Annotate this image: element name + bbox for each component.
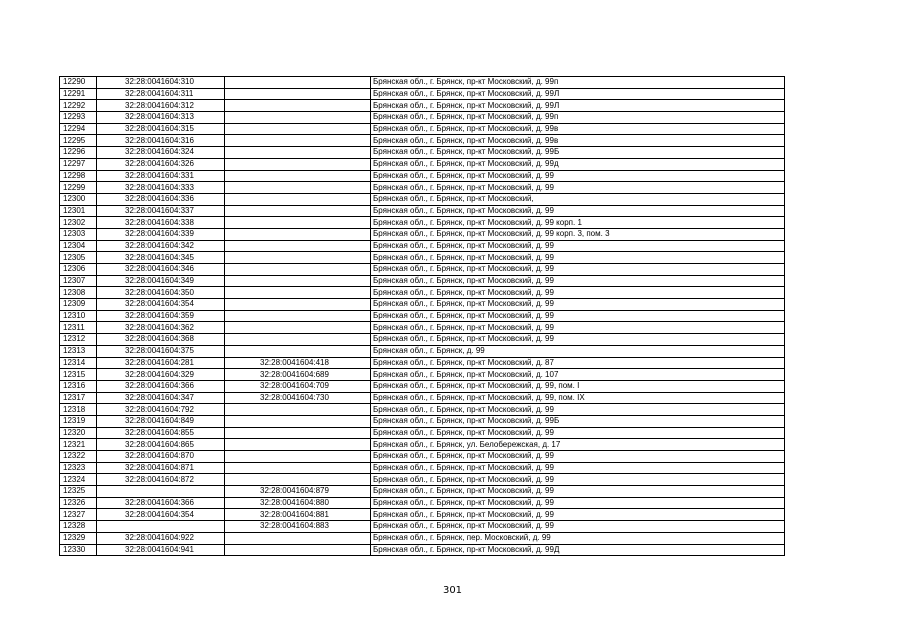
row-number-cell: 12328 <box>60 521 97 533</box>
row-number-cell: 12301 <box>60 205 97 217</box>
related-cadastral-number-cell <box>225 88 371 100</box>
cadastral-number-cell: 32:28:0041604:849 <box>97 415 225 427</box>
address-cell: Брянская обл., г. Брянск, пр-кт Московский, д. 99Л <box>371 88 785 100</box>
table-row <box>60 451 785 463</box>
related-cadastral-number-cell: 32:28:0041604:879 <box>225 486 371 498</box>
address-cell: Брянская обл., г. Брянск, пр-кт Московский, д. 99Б <box>371 147 785 159</box>
row-number-cell: 12304 <box>60 240 97 252</box>
table-row <box>60 299 785 311</box>
table-row <box>60 135 785 147</box>
related-cadastral-number-cell <box>225 544 371 556</box>
table-row <box>60 182 785 194</box>
cadastral-number-cell <box>97 486 225 498</box>
table-row <box>60 439 785 451</box>
row-number-cell: 12312 <box>60 334 97 346</box>
address-cell: Брянская обл., г. Брянск, пр-кт Московский, д. 99 <box>371 462 785 474</box>
table-row <box>60 322 785 334</box>
address-cell: Брянская обл., г. Брянск, пер. Московский, д. 99 <box>371 532 785 544</box>
table-row <box>60 509 785 521</box>
cadastral-number-cell: 32:28:0041604:354 <box>97 299 225 311</box>
address-cell: Брянская обл., г. Брянск, пр-кт Московский, д. 99 корп. 1 <box>371 217 785 229</box>
address-cell: Брянская обл., г. Брянск, пр-кт Московский, д. 99 <box>371 334 785 346</box>
cadastral-number-cell: 32:28:0041604:354 <box>97 509 225 521</box>
table-row <box>60 345 785 357</box>
cadastral-number-cell: 32:28:0041604:342 <box>97 240 225 252</box>
cadastral-number-cell: 32:28:0041604:941 <box>97 544 225 556</box>
address-cell: Брянская обл., г. Брянск, пр-кт Московский, <box>371 193 785 205</box>
address-cell: Брянская обл., г. Брянск, пр-кт Московский, д. 99 <box>371 299 785 311</box>
cadastral-number-cell: 32:28:0041604:326 <box>97 158 225 170</box>
table-row <box>60 369 785 381</box>
cadastral-number-cell: 32:28:0041604:872 <box>97 474 225 486</box>
address-cell: Брянская обл., г. Брянск, пр-кт Московский, д. 99 <box>371 497 785 509</box>
address-cell: Брянская обл., г. Брянск, пр-кт Московский, д. 99, пом. I <box>371 380 785 392</box>
address-cell: Брянская обл., г. Брянск, пр-кт Московский, д. 99 <box>371 182 785 194</box>
related-cadastral-number-cell <box>225 170 371 182</box>
address-cell: Брянская обл., г. Брянск, пр-кт Московский, д. 99 <box>371 521 785 533</box>
related-cadastral-number-cell <box>225 112 371 124</box>
row-number-cell: 12306 <box>60 264 97 276</box>
address-cell: Брянская обл., г. Брянск, пр-кт Московский, д. 99 <box>371 427 785 439</box>
row-number-cell: 12320 <box>60 427 97 439</box>
row-number-cell: 12295 <box>60 135 97 147</box>
address-cell: Брянская обл., г. Брянск, пр-кт Московский, д. 99 <box>371 287 785 299</box>
row-number-cell: 12302 <box>60 217 97 229</box>
row-number-cell: 12294 <box>60 123 97 135</box>
cadastral-number-cell: 32:28:0041604:870 <box>97 451 225 463</box>
row-number-cell: 12315 <box>60 369 97 381</box>
related-cadastral-number-cell <box>225 415 371 427</box>
table-row <box>60 158 785 170</box>
table-row <box>60 205 785 217</box>
cadastral-table <box>59 76 785 556</box>
related-cadastral-number-cell: 32:28:0041604:883 <box>225 521 371 533</box>
cadastral-number-cell: 32:28:0041604:338 <box>97 217 225 229</box>
cadastral-number-cell: 32:28:0041604:313 <box>97 112 225 124</box>
cadastral-number-cell: 32:28:0041604:855 <box>97 427 225 439</box>
table-row <box>60 380 785 392</box>
related-cadastral-number-cell <box>225 182 371 194</box>
address-cell: Брянская обл., г. Брянск, ул. Белобережская, д. 17 <box>371 439 785 451</box>
cadastral-number-cell: 32:28:0041604:281 <box>97 357 225 369</box>
row-number-cell: 12313 <box>60 345 97 357</box>
related-cadastral-number-cell <box>225 100 371 112</box>
table-row <box>60 217 785 229</box>
row-number-cell: 12326 <box>60 497 97 509</box>
table-row <box>60 334 785 346</box>
related-cadastral-number-cell <box>225 462 371 474</box>
related-cadastral-number-cell <box>225 158 371 170</box>
related-cadastral-number-cell <box>225 240 371 252</box>
cadastral-number-cell: 32:28:0041604:312 <box>97 100 225 112</box>
row-number-cell: 12290 <box>60 77 97 89</box>
cadastral-number-cell: 32:28:0041604:331 <box>97 170 225 182</box>
row-number-cell: 12324 <box>60 474 97 486</box>
cadastral-number-cell: 32:28:0041604:324 <box>97 147 225 159</box>
address-cell: Брянская обл., г. Брянск, пр-кт Московский, д. 99 <box>371 509 785 521</box>
related-cadastral-number-cell <box>225 427 371 439</box>
related-cadastral-number-cell <box>225 228 371 240</box>
row-number-cell: 12322 <box>60 451 97 463</box>
address-cell: Брянская обл., г. Брянск, пр-кт Московский, д. 99 <box>371 451 785 463</box>
related-cadastral-number-cell: 32:28:0041604:689 <box>225 369 371 381</box>
row-number-cell: 12297 <box>60 158 97 170</box>
related-cadastral-number-cell <box>225 322 371 334</box>
table-row <box>60 228 785 240</box>
related-cadastral-number-cell <box>225 299 371 311</box>
address-cell: Брянская обл., г. Брянск, пр-кт Московский, д. 99п <box>371 77 785 89</box>
row-number-cell: 12298 <box>60 170 97 182</box>
row-number-cell: 12305 <box>60 252 97 264</box>
related-cadastral-number-cell <box>225 474 371 486</box>
related-cadastral-number-cell <box>225 217 371 229</box>
row-number-cell: 12307 <box>60 275 97 287</box>
related-cadastral-number-cell <box>225 310 371 322</box>
table-row <box>60 240 785 252</box>
cadastral-number-cell: 32:28:0041604:362 <box>97 322 225 334</box>
address-cell: Брянская обл., г. Брянск, пр-кт Московский, д. 99в <box>371 123 785 135</box>
row-number-cell: 12327 <box>60 509 97 521</box>
table-row <box>60 357 785 369</box>
page-number: 301 <box>442 585 463 596</box>
address-cell: Брянская обл., г. Брянск, пр-кт Московский, д. 99 <box>371 240 785 252</box>
row-number-cell: 12321 <box>60 439 97 451</box>
row-number-cell: 12309 <box>60 299 97 311</box>
related-cadastral-number-cell <box>225 193 371 205</box>
related-cadastral-number-cell <box>225 264 371 276</box>
table-row <box>60 252 785 264</box>
row-number-cell: 12291 <box>60 88 97 100</box>
related-cadastral-number-cell <box>225 123 371 135</box>
address-cell: Брянская обл., г. Брянск, пр-кт Московский, д. 99Б <box>371 415 785 427</box>
address-cell: Брянская обл., г. Брянск, пр-кт Московский, д. 99 <box>371 205 785 217</box>
row-number-cell: 12308 <box>60 287 97 299</box>
related-cadastral-number-cell: 32:28:0041604:880 <box>225 497 371 509</box>
related-cadastral-number-cell: 32:28:0041604:881 <box>225 509 371 521</box>
related-cadastral-number-cell: 32:28:0041604:418 <box>225 357 371 369</box>
address-cell: Брянская обл., г. Брянск, д. 99 <box>371 345 785 357</box>
row-number-cell: 12310 <box>60 310 97 322</box>
related-cadastral-number-cell: 32:28:0041604:730 <box>225 392 371 404</box>
address-cell: Брянская обл., г. Брянск, пр-кт Московский, д. 99п <box>371 112 785 124</box>
address-cell: Брянская обл., г. Брянск, пр-кт Московский, д. 99 <box>371 404 785 416</box>
row-number-cell: 12311 <box>60 322 97 334</box>
cadastral-number-cell: 32:28:0041604:315 <box>97 123 225 135</box>
related-cadastral-number-cell <box>225 275 371 287</box>
address-cell: Брянская обл., г. Брянск, пр-кт Московский, д. 99 <box>371 252 785 264</box>
related-cadastral-number-cell: 32:28:0041604:709 <box>225 380 371 392</box>
address-cell: Брянская обл., г. Брянск, пр-кт Московский, д. 87 <box>371 357 785 369</box>
address-cell: Брянская обл., г. Брянск, пр-кт Московский, д. 99 корп. 3, пом. 3 <box>371 228 785 240</box>
address-cell: Брянская обл., г. Брянск, пр-кт Московский, д. 99в <box>371 135 785 147</box>
cadastral-number-cell: 32:28:0041604:368 <box>97 334 225 346</box>
cadastral-number-cell: 32:28:0041604:333 <box>97 182 225 194</box>
row-number-cell: 12303 <box>60 228 97 240</box>
cadastral-number-cell: 32:28:0041604:922 <box>97 532 225 544</box>
table-row <box>60 170 785 182</box>
related-cadastral-number-cell <box>225 532 371 544</box>
cadastral-number-cell: 32:28:0041604:375 <box>97 345 225 357</box>
cadastral-number-cell: 32:28:0041604:311 <box>97 88 225 100</box>
cadastral-number-cell: 32:28:0041604:366 <box>97 380 225 392</box>
table-row <box>60 147 785 159</box>
cadastral-number-cell: 32:28:0041604:347 <box>97 392 225 404</box>
cadastral-number-cell: 32:28:0041604:346 <box>97 264 225 276</box>
cadastral-number-cell: 32:28:0041604:337 <box>97 205 225 217</box>
cadastral-number-cell: 32:28:0041604:871 <box>97 462 225 474</box>
table-row <box>60 544 785 556</box>
address-cell: Брянская обл., г. Брянск, пр-кт Московский, д. 99Д <box>371 544 785 556</box>
table-row <box>60 88 785 100</box>
cadastral-number-cell <box>97 521 225 533</box>
related-cadastral-number-cell <box>225 345 371 357</box>
row-number-cell: 12299 <box>60 182 97 194</box>
row-number-cell: 12317 <box>60 392 97 404</box>
cadastral-number-cell: 32:28:0041604:865 <box>97 439 225 451</box>
related-cadastral-number-cell <box>225 404 371 416</box>
table-row <box>60 100 785 112</box>
address-cell: Брянская обл., г. Брянск, пр-кт Московский, д. 99, пом. IX <box>371 392 785 404</box>
address-cell: Брянская обл., г. Брянск, пр-кт Московский, д. 99 <box>371 275 785 287</box>
row-number-cell: 12330 <box>60 544 97 556</box>
cadastral-number-cell: 32:28:0041604:345 <box>97 252 225 264</box>
related-cadastral-number-cell <box>225 334 371 346</box>
table-row <box>60 392 785 404</box>
row-number-cell: 12314 <box>60 357 97 369</box>
related-cadastral-number-cell <box>225 77 371 89</box>
cadastral-number-cell: 32:28:0041604:792 <box>97 404 225 416</box>
row-number-cell: 12293 <box>60 112 97 124</box>
cadastral-number-cell: 32:28:0041604:349 <box>97 275 225 287</box>
address-cell: Брянская обл., г. Брянск, пр-кт Московский, д. 99д <box>371 158 785 170</box>
related-cadastral-number-cell <box>225 147 371 159</box>
row-number-cell: 12325 <box>60 486 97 498</box>
table-row <box>60 474 785 486</box>
table-row <box>60 404 785 416</box>
table-row <box>60 287 785 299</box>
related-cadastral-number-cell <box>225 252 371 264</box>
row-number-cell: 12316 <box>60 380 97 392</box>
cadastral-number-cell: 32:28:0041604:310 <box>97 77 225 89</box>
table-row <box>60 497 785 509</box>
address-cell: Брянская обл., г. Брянск, пр-кт Московский, д. 99 <box>371 322 785 334</box>
row-number-cell: 12319 <box>60 415 97 427</box>
table-row <box>60 275 785 287</box>
table-row <box>60 415 785 427</box>
row-number-cell: 12318 <box>60 404 97 416</box>
row-number-cell: 12323 <box>60 462 97 474</box>
related-cadastral-number-cell <box>225 135 371 147</box>
table-row <box>60 123 785 135</box>
cadastral-number-cell: 32:28:0041604:336 <box>97 193 225 205</box>
table-row <box>60 264 785 276</box>
table-row <box>60 193 785 205</box>
cadastral-number-cell: 32:28:0041604:366 <box>97 497 225 509</box>
related-cadastral-number-cell <box>225 451 371 463</box>
related-cadastral-number-cell <box>225 205 371 217</box>
row-number-cell: 12300 <box>60 193 97 205</box>
table-row <box>60 532 785 544</box>
table-row <box>60 112 785 124</box>
row-number-cell: 12296 <box>60 147 97 159</box>
cadastral-number-cell: 32:28:0041604:350 <box>97 287 225 299</box>
address-cell: Брянская обл., г. Брянск, пр-кт Московский, д. 99 <box>371 310 785 322</box>
table-row <box>60 521 785 533</box>
row-number-cell: 12329 <box>60 532 97 544</box>
cadastral-number-cell: 32:28:0041604:339 <box>97 228 225 240</box>
cadastral-number-cell: 32:28:0041604:359 <box>97 310 225 322</box>
table-row <box>60 427 785 439</box>
table-row <box>60 462 785 474</box>
address-cell: Брянская обл., г. Брянск, пр-кт Московский, д. 99 <box>371 486 785 498</box>
row-number-cell: 12292 <box>60 100 97 112</box>
address-cell: Брянская обл., г. Брянск, пр-кт Московский, д. 99Л <box>371 100 785 112</box>
address-cell: Брянская обл., г. Брянск, пр-кт Московский, д. 99 <box>371 264 785 276</box>
table-body <box>60 77 785 556</box>
table-row <box>60 310 785 322</box>
address-cell: Брянская обл., г. Брянск, пр-кт Московский, д. 99 <box>371 474 785 486</box>
cadastral-number-cell: 32:28:0041604:316 <box>97 135 225 147</box>
cadastral-number-cell: 32:28:0041604:329 <box>97 369 225 381</box>
table-row <box>60 77 785 89</box>
related-cadastral-number-cell <box>225 439 371 451</box>
address-cell: Брянская обл., г. Брянск, пр-кт Московский, д. 99 <box>371 170 785 182</box>
related-cadastral-number-cell <box>225 287 371 299</box>
address-cell: Брянская обл., г. Брянск, пр-кт Московский, д. 107 <box>371 369 785 381</box>
table-row <box>60 486 785 498</box>
